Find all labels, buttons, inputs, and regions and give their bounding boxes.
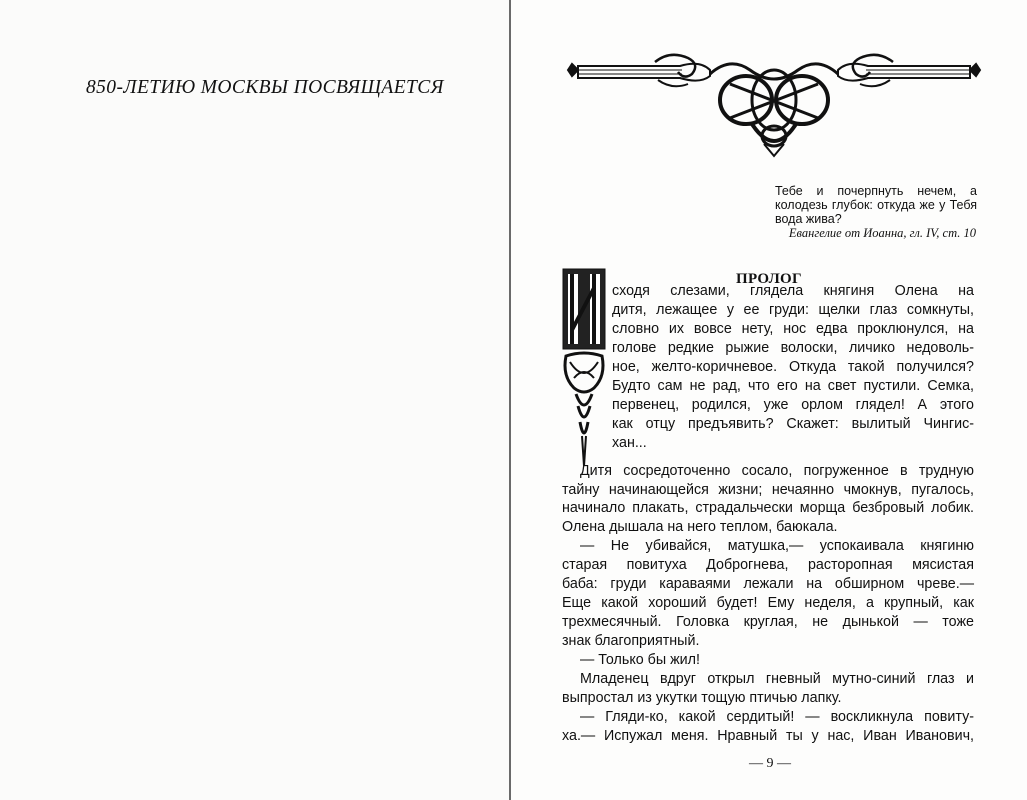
drop-cap-letter bbox=[560, 266, 608, 476]
epigraph-text: Тебе и почерпнуть нечем, а колодезь глубок: откуда же у Тебя вода жива? bbox=[775, 184, 977, 226]
knot-ornament-icon bbox=[560, 40, 988, 160]
body-line: хан... bbox=[612, 435, 647, 451]
body-line: начинало плакать, страдальчески морща безбровый лобик. bbox=[562, 500, 974, 516]
dedication: 850-ЛЕТИЮ МОСКВЫ ПОСВЯЩАЕТСЯ bbox=[86, 77, 444, 98]
body-line: первенец, родился, уже орлом глядел! А этого bbox=[612, 397, 974, 413]
body-line: знак благоприятный. bbox=[562, 633, 700, 649]
body-line: сходя слезами, глядела княгиня Олена на bbox=[612, 283, 974, 299]
body-line: тайну начинающейся жизни; нечаянно чмокнув, пугалось, bbox=[562, 482, 974, 498]
body-line: выпростал из укутки тощую птичью лапку. bbox=[562, 690, 842, 706]
body-line: ха.— Испужал меня. Нравный ты у нас, Иван Иванович, bbox=[562, 728, 974, 744]
body-line: Олена дышала на него теплом, баюкала. bbox=[562, 519, 838, 535]
page-number: — 9 — bbox=[749, 756, 791, 771]
body-line: — Гляди-ко, какой сердитый! — воскликнула повиту- bbox=[580, 709, 974, 725]
body-line: — Не убивайся, матушка,— успокаивала княгиню bbox=[580, 538, 974, 554]
body-line: — Только бы жил! bbox=[580, 652, 700, 668]
body-line: голове редкие рыжие волоски, личико недоволь- bbox=[612, 340, 974, 356]
body-line: баба: груди караваями лежали на обширном чреве.— bbox=[562, 576, 974, 592]
body-line: Дитя сосредоточенно сосало, погруженное в трудную bbox=[580, 463, 974, 479]
body-line: как отцу предъявить? Скажет: вылитый Чингис- bbox=[612, 416, 974, 432]
epigraph-source: Евангелие от Иоанна, гл. IV, ст. 10 bbox=[788, 226, 976, 240]
body-line: ное, желто-коричневое. Откуда такой получился? bbox=[612, 359, 974, 375]
drop-cap-text: И bbox=[577, 311, 591, 330]
left-page bbox=[0, 0, 510, 800]
body-line: словно их вовсе нету, нос едва проклюнулся, на bbox=[612, 321, 974, 337]
body-line: Будто сам не рад, что его на свет пустили. Семка, bbox=[612, 378, 974, 394]
body-line: Младенец вдруг открыл гневный мутно-синий глаз и bbox=[580, 671, 974, 687]
chapter-heading: ПРОЛОГ bbox=[736, 271, 802, 287]
body-line: Еще какой хороший будет! Ему неделя, а крупный, как bbox=[562, 595, 974, 611]
body-line: старая повитуха Доброгнева, расторопная мясистая bbox=[562, 557, 974, 573]
body-line: дитя, лежащее у ее груди: щелки глаз сомкнуты, bbox=[612, 302, 974, 318]
body-line: трехмесячный. Головка круглая, не дынькой — тоже bbox=[562, 614, 974, 630]
